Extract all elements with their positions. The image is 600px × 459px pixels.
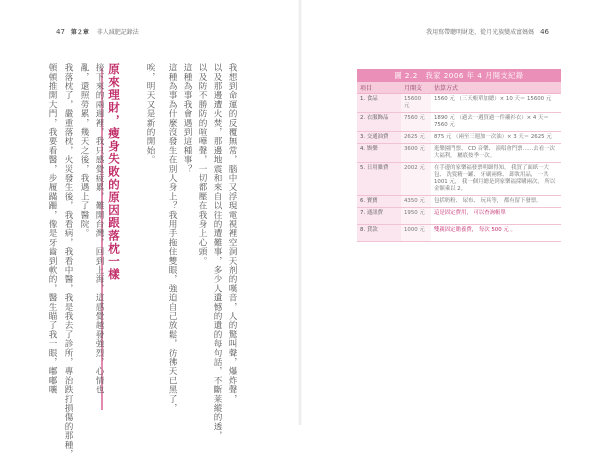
running-title: 我用寫帶聰明財迷，從月光族變成富媽媽 xyxy=(426,29,535,36)
paragraph-line: 我想到命運的反覆無常，腦中又浮現電視裡空洞天剂的嘆音，人的驚叫聲，爆炸聲， xyxy=(227,63,237,404)
table-row xyxy=(357,208,561,225)
chapter-label: 第２章 xyxy=(70,29,89,36)
table-row xyxy=(357,113,561,132)
paragraph-line: 亂，還照勞累，幾天之後，我遇上了醫院。 xyxy=(79,63,89,238)
row-amount: 15600 元 xyxy=(401,94,431,113)
expense-table xyxy=(357,69,561,242)
page-gutter xyxy=(298,0,302,425)
row-method: 1890 元 （過去一週買過一件襯衫衣）× 4 天＝ 7560 元 xyxy=(431,113,561,132)
row-amount: 2625 元 xyxy=(401,132,431,144)
paragraph-line: 接下來的兩週裡，我只感覺疲累，難開台灣，回到上海，這感覺越發強烈，心情也 xyxy=(94,63,104,395)
row-item: 1. 食品 xyxy=(357,94,401,113)
table-row xyxy=(357,163,561,196)
row-method: 雙親固定贍養費， 每次 500 元 。 xyxy=(431,225,561,242)
row-amount: 1000 元 xyxy=(401,225,431,242)
column-header-method: 估算方式 xyxy=(431,82,561,94)
paragraph-line: 以及那邊遭火焚，那邊地震和來自以往的遭難事，多少人遺憾的遺的每句話，不斷莱縱的透， xyxy=(212,63,222,441)
row-amount: 2002 元 xyxy=(401,163,431,196)
table-title: 圖 2.2 我家 2006 年 4 月開支紀錄 xyxy=(357,69,561,82)
row-item: 7. 通訊費 xyxy=(357,208,401,225)
table-row xyxy=(357,94,561,113)
row-item: 5. 日用雜費 xyxy=(357,163,401,196)
right-page-header xyxy=(426,27,553,36)
table-row xyxy=(357,196,561,208)
chapter-title: 非人減肥記錄法 xyxy=(96,29,139,36)
row-amount: 4350 元 xyxy=(401,196,431,208)
table-row xyxy=(357,132,561,144)
row-amount: 3600 元 xyxy=(401,144,431,163)
row-method: 這是固定費用， 可以查詢帳單 xyxy=(431,208,561,225)
expense-table-grid xyxy=(357,82,561,242)
row-item: 8. 貸款 xyxy=(357,225,401,242)
left-page-number: 47 xyxy=(56,28,65,36)
row-amount: 7560 元 xyxy=(401,113,431,132)
row-amount: 1950 元 xyxy=(401,208,431,225)
row-method: 875 元 （兩至三週加一次油）× 3 天＝ 2625 元 xyxy=(431,132,561,144)
column-header-amount: 月開支 xyxy=(401,82,431,94)
row-item: 6. 寶寶 xyxy=(357,196,401,208)
row-method: 逛樂園門票、 CD 音樂、 演唱會門票……去看一次大福利， 屬底按季一次。 xyxy=(431,144,561,163)
row-item: 2. 衣服飾品 xyxy=(357,113,401,132)
row-method: 在手邊的家樂福發票明細得知， 我買了面紙一大包、 洗髮精一罐、 牙刷兩條、 卸妝用品， 一共 1001 元， 我一個月總是到家樂福採購兩次， 所以金額乘以 2。 xyxy=(431,163,561,196)
table-row xyxy=(357,144,561,163)
section-title: 原來理財，瘦身失敗的原因跟落枕一樣 xyxy=(107,63,121,281)
table-row xyxy=(357,225,561,242)
left-page-header xyxy=(52,27,139,36)
paragraph-line: 以及防不勝防的喧嘩聲，一切都壓在我身上心頭。 xyxy=(197,63,207,266)
row-item: 3. 交通油費 xyxy=(357,132,401,144)
paragraph-line: 頓頓推開大門，我要看醫，步履蹣跚，像是牙齒到軟的，醫生瞄了我一眼，嘟嘟嚷 xyxy=(47,63,57,395)
column-header-item: 項目 xyxy=(357,82,401,94)
row-item: 4. 娛樂 xyxy=(357,144,401,163)
paragraph-line: 唉，明天又是新的開始。 xyxy=(145,63,155,165)
paragraph-line: 這種為事我會遇到這種事？ xyxy=(182,63,192,174)
paragraph-line: 我落枕了，嚴重落枕，火災發生後，我看病，我看中醫，我是我去了診所，專治跌打損傷的那種， xyxy=(63,63,73,459)
paragraph-line: 這種為事為什麼沒發生在別人身上？我用手拖住雙眼，強迫自己放鬆，彷彿天已黑了， xyxy=(167,63,177,413)
right-page-number: 46 xyxy=(540,28,549,36)
row-method: 包括奶粉、 尿布、 玩具等， 都有留下發票。 xyxy=(431,196,561,208)
table-header-row xyxy=(357,82,561,94)
row-method: 1560 元 （三天帳單加總）× 10 天＝ 15600 元 xyxy=(431,94,561,113)
